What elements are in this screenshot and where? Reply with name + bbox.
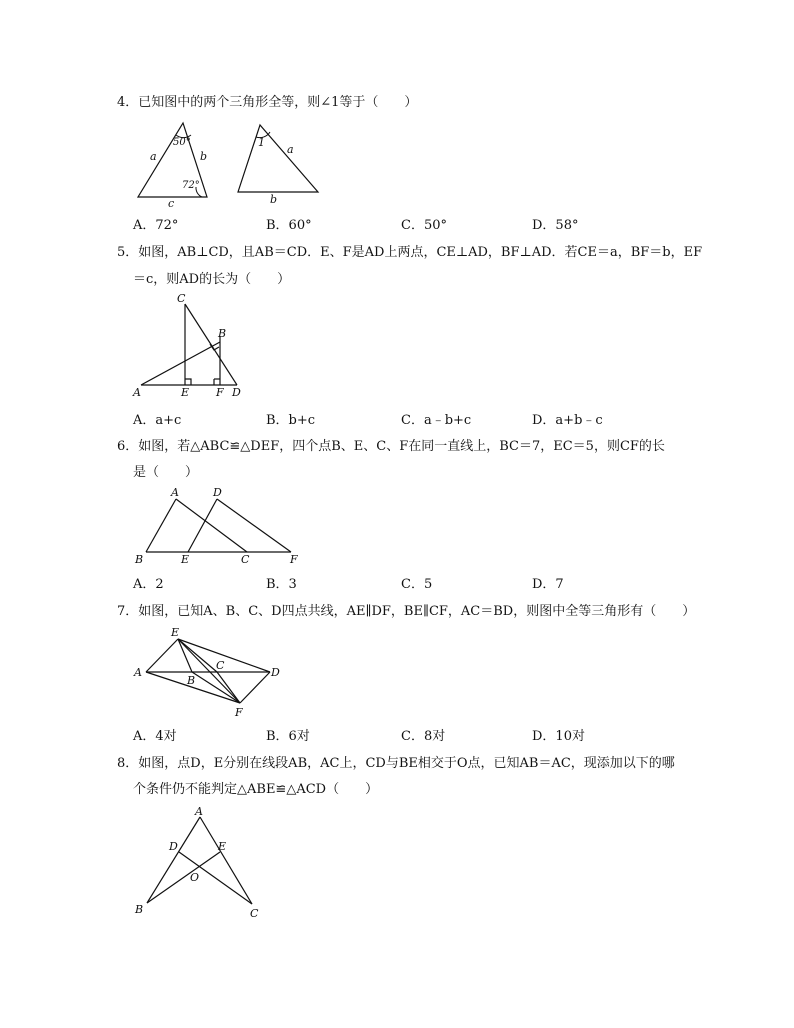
q6-option-b[interactable]: B．3 — [266, 577, 297, 592]
q6-option-a[interactable]: A．2 — [133, 577, 164, 592]
q6-label-E: E — [181, 553, 190, 566]
q7-label-F: F — [235, 706, 243, 719]
question-5-stem-line2: ＝c，则AD的长为（ ） — [133, 272, 291, 287]
q4-label-b2: b — [270, 193, 278, 206]
q5-option-d[interactable]: D．a+b﹣c — [532, 413, 603, 428]
q7-option-b[interactable]: B．6对 — [266, 729, 310, 744]
q6-label-D: D — [213, 486, 222, 499]
question-6-stem-line1: 6．如图，若△ABC≌△DEF，四个点B、E、C、F在同一直线上，BC＝7，EC＝5，则CF的长 — [117, 439, 665, 454]
q7-option-d[interactable]: D．10对 — [532, 729, 585, 744]
q5-option-c[interactable]: C．a﹣b+c — [401, 413, 472, 428]
q5-label-A: A — [133, 386, 141, 399]
q5-label-E: E — [181, 386, 190, 399]
q7-label-A: A — [134, 666, 142, 679]
q4-option-c[interactable]: C．50° — [401, 218, 447, 233]
question-8-stem-line2: 个条件仍不能判定△ABE≌△ACD（ ） — [133, 782, 379, 797]
q5-option-b[interactable]: B．b+c — [266, 413, 316, 428]
q7-label-B: B — [187, 674, 196, 687]
q7-label-D: D — [271, 666, 280, 679]
q7-spacer — [667, 604, 668, 605]
q8-label-E: E — [218, 840, 227, 853]
q4-option-d[interactable]: D．58° — [532, 218, 579, 233]
q7-label-E: E — [171, 626, 180, 639]
q7-option-a[interactable]: A．4对 — [133, 729, 177, 744]
question-5-figure — [130, 292, 260, 402]
q7-label-C: C — [216, 659, 225, 672]
question-7-figure — [130, 625, 290, 725]
q4-label-a2: a — [287, 143, 294, 156]
q4-label-a1: a — [150, 150, 157, 163]
question-7-stem: 7．如图，已知A、B、C、D四点共线，AE∥DF，BE∥CF，AC＝BD，则图中全等三角形有（ ） — [117, 604, 696, 619]
q6-label-B: B — [135, 553, 144, 566]
q4-option-b[interactable]: B．60° — [266, 218, 312, 233]
q5-label-F: F — [216, 386, 224, 399]
q8-label-O: O — [190, 871, 200, 884]
question-5-stem-line1: 5．如图，AB⊥CD，且AB＝CD．E、F是AD上两点，CE⊥AD，BF⊥AD．若CE＝a，BF＝b，EF — [117, 245, 703, 260]
q7-option-c[interactable]: C．8对 — [401, 729, 446, 744]
question-8-stem-line1: 8．如图，点D，E分别在线段AB，AC上，CD与BE相交于O点，已知AB＝AC，现添加以下的哪 — [117, 756, 675, 771]
q6-label-F: F — [290, 553, 298, 566]
q4-label-c1: c — [168, 197, 175, 210]
question-4-figure — [130, 115, 330, 210]
question-8-figure — [130, 805, 270, 925]
q8-label-C: C — [250, 907, 259, 920]
q5-label-C: C — [177, 292, 186, 305]
q6-option-c[interactable]: C．5 — [401, 577, 433, 592]
q6-label-A: A — [171, 486, 179, 499]
q5-option-a[interactable]: A．a+c — [133, 413, 182, 428]
q5-label-B: B — [218, 327, 227, 340]
q8-label-B: B — [135, 903, 144, 916]
q4-label-50: 50° — [173, 137, 191, 148]
q6-label-C: C — [241, 553, 250, 566]
q6-option-d[interactable]: D．7 — [532, 577, 564, 592]
q4-label-b1: b — [200, 150, 208, 163]
question-6-stem-line2: 是（ ） — [133, 465, 199, 480]
q4-triangle-right — [238, 125, 318, 192]
q5-label-D: D — [232, 386, 241, 399]
question-6-figure — [130, 485, 310, 570]
q8-label-A: A — [195, 805, 203, 818]
question-4-stem: 4．已知图中的两个三角形全等，则∠1等于（ ） — [117, 95, 418, 110]
q4-label-72: 72° — [182, 180, 200, 191]
q4-option-a[interactable]: A．72° — [133, 218, 179, 233]
q8-label-D: D — [169, 840, 178, 853]
q4-label-1: 1 — [258, 136, 265, 149]
